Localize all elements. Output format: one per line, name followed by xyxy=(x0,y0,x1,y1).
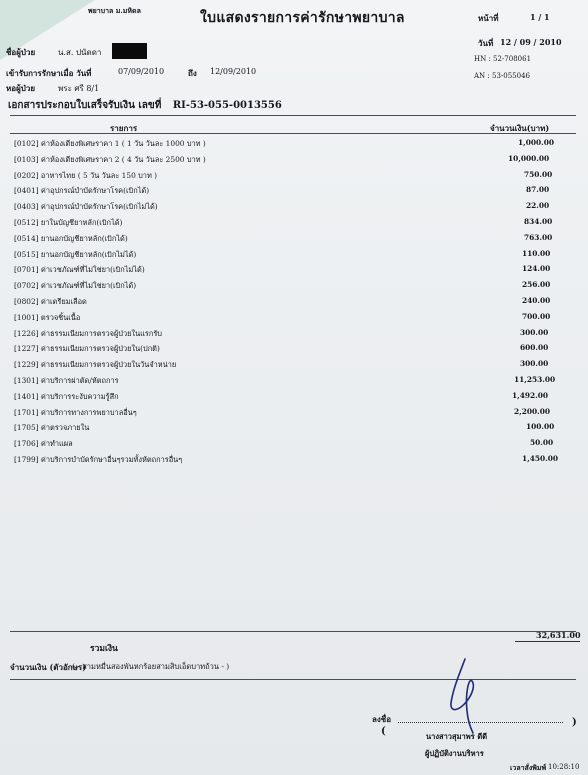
redaction-bar xyxy=(112,43,147,59)
receipt-reference xyxy=(8,98,282,113)
ward-label: หอผู้ป่วย xyxy=(6,83,36,93)
print-time: 10:28:10 xyxy=(548,763,580,771)
until-label: ถึง xyxy=(188,68,197,78)
patient-name: น.ส. ปนัดดา xyxy=(58,48,102,57)
table-row xyxy=(14,296,574,312)
item-amount: 87.00 xyxy=(526,185,550,195)
column-header-item: รายการ xyxy=(110,123,138,133)
table-row xyxy=(14,170,574,186)
item-amount: 1,000.00 xyxy=(518,138,555,147)
item-amount: 124.00 xyxy=(522,264,551,274)
header-rule-bottom xyxy=(10,133,576,134)
item-name: [0701] ค่าเวชภัณฑ์ที่ไม่ใช่ยา(เบิกไม่ได้) xyxy=(14,265,145,275)
item-amount: 11,253.00 xyxy=(514,374,556,384)
table-row xyxy=(14,185,574,201)
item-name: [0515] ยานอกบัญชียาหลัก(เบิกไม่ได้) xyxy=(14,249,137,259)
item-amount: 300.00 xyxy=(520,327,549,337)
table-row xyxy=(14,138,574,154)
admit-date: 07/09/2010 xyxy=(118,67,165,76)
item-name: [1706] ค่าทำแผล xyxy=(14,439,73,449)
item-amount: 600.00 xyxy=(520,343,549,353)
item-amount: 110.00 xyxy=(522,248,551,258)
total-rule xyxy=(10,631,576,632)
hospital-name: พยาบาล ม.มหิดล xyxy=(88,6,141,15)
total-underline xyxy=(515,641,580,642)
item-name: [1701] ค่าบริการทางการพยาบาลอื่นๆ xyxy=(14,407,137,417)
item-amount: 300.00 xyxy=(520,359,549,369)
item-amount: 256.00 xyxy=(522,280,551,290)
signature-line xyxy=(398,722,563,723)
until-date: 12/09/2010 xyxy=(210,67,257,76)
line-items xyxy=(14,138,574,470)
item-name: [1799] ค่าบริการบำบัดรักษาอื่นๆรวมทั้งหัตถการอื่นๆ xyxy=(14,454,183,464)
item-name: [1401] ค่าบริการระงับความรู้สึก xyxy=(14,391,119,401)
admit-label: เข้ารับการรักษาเมื่อ วันที่ xyxy=(6,68,92,78)
table-row xyxy=(14,343,574,359)
handwritten-signature xyxy=(445,655,493,735)
item-name: [0401] ค่าอุปกรณ์บำบัดรักษาโรค(เบิกได้) xyxy=(14,186,150,196)
table-row xyxy=(14,217,574,233)
signature-label: ลงชื่อ xyxy=(372,714,392,724)
item-name: [1001] ตรวจชิ้นเนื้อ xyxy=(14,312,81,322)
reference-number: RI-53-055-0013556 xyxy=(172,100,282,111)
signer-close-paren: ) xyxy=(572,717,577,728)
item-amount: 2,200.00 xyxy=(514,406,551,416)
total-amount: 32,631.00 xyxy=(536,630,581,640)
column-header-amount: จำนวนเงิน(บาท) xyxy=(490,123,550,133)
signer-name: นางสาวสุมาพร ดีดี xyxy=(426,732,488,741)
table-row xyxy=(14,359,574,375)
document-title: ใบแสดงรายการค่ารักษาพยาบาล xyxy=(200,10,405,26)
table-row xyxy=(14,249,574,265)
table-row xyxy=(14,264,574,280)
item-name: [0702] ค่าเวชภัณฑ์ที่ไม่ใช่ยา(เบิกได้) xyxy=(14,281,137,291)
item-name: [0202] อาหารไทย ( 5 วัน วันละ 150 บาท ) xyxy=(14,170,158,180)
item-amount: 50.00 xyxy=(530,438,554,448)
reference-label: เอกสารประกอบใบเสร็จรับเงิน เลขที่ xyxy=(8,100,162,111)
date-value: 12 / 09 / 2010 xyxy=(500,37,562,47)
header-rule-top xyxy=(10,115,576,116)
table-row xyxy=(14,391,574,407)
total-label: รวมเงิน xyxy=(90,644,118,654)
page-label: หน้าที่ xyxy=(478,13,499,23)
signer-position: ผู้ปฏิบัติงานบริหาร xyxy=(425,749,484,758)
table-row xyxy=(14,422,574,438)
item-amount: 22.00 xyxy=(526,201,550,211)
hn-value: HN : 52-708061 xyxy=(474,55,532,63)
table-row xyxy=(14,407,574,423)
item-amount: 1,492.00 xyxy=(512,390,549,400)
item-name: [0103] ค่าห้องเตียงพิเศษราคา 2 ( 4 วัน วันละ 2500 บาท ) xyxy=(14,154,206,164)
amount-in-words-label: จำนวนเงิน (ตัวอักษร) xyxy=(10,662,86,672)
table-row xyxy=(14,438,574,454)
item-name: [0514] ยานอกบัญชียาหลัก(เบิกได้) xyxy=(14,233,128,243)
item-amount: 1,450.00 xyxy=(522,453,559,463)
table-row xyxy=(14,375,574,391)
item-name: [0512] ยาในบัญชียาหลัก(เบิกได้) xyxy=(14,217,123,227)
table-row xyxy=(14,312,574,328)
table-row xyxy=(14,454,574,470)
item-name: [1229] ค่าธรรมเนียมการตรวจผู้ป่วยในวันจำหน่าย xyxy=(14,360,177,370)
item-name: [1226] ค่าธรรมเนียมการตรวจผู้ป่วยในแรกรับ xyxy=(14,328,162,338)
table-row xyxy=(14,201,574,217)
table-row xyxy=(14,280,574,296)
item-amount: 10,000.00 xyxy=(508,153,550,163)
item-name: [1301] ค่าบริการผ่าตัด/หัตถการ xyxy=(14,375,119,385)
item-amount: 763.00 xyxy=(524,232,553,242)
table-row xyxy=(14,328,574,344)
page-number: 1 / 1 xyxy=(530,12,550,22)
item-name: [0403] ค่าอุปกรณ์บำบัดรักษาโรค(เบิกไม่ได้) xyxy=(14,202,158,212)
table-row xyxy=(14,233,574,249)
item-name: [0802] ค่าเตรียมเลือด xyxy=(14,296,87,306)
an-value: AN : 53-055046 xyxy=(474,72,530,80)
table-row xyxy=(14,154,574,170)
patient-name-label: ชื่อผู้ป่วย xyxy=(6,47,36,57)
item-name: [1227] ค่าธรรมเนียมการตรวจผู้ป่วยใน(ปกติ) xyxy=(14,344,160,354)
signer-open-paren: ( xyxy=(381,726,386,737)
date-label: วันที่ xyxy=(478,38,494,48)
item-amount: 700.00 xyxy=(522,311,551,321)
print-time-label: เวลาสั่งพิมพ์ xyxy=(510,763,547,772)
item-amount: 834.00 xyxy=(524,216,553,226)
item-name: [0102] ค่าห้องเตียงพิเศษราคา 1 ( 1 วัน วันละ 1000 บาท ) xyxy=(14,139,206,148)
item-name: [1705] ค่าตรวจภายใน xyxy=(14,423,90,433)
item-amount: 100.00 xyxy=(526,422,555,432)
item-amount: 750.00 xyxy=(524,169,553,179)
amount-in-words: ( - สามหมื่นสองพันหกร้อยสามสิบเอ็ดบาทถ้วน - ) xyxy=(72,662,230,671)
ward-value: พระ ศรี 8/1 xyxy=(58,84,100,93)
item-amount: 240.00 xyxy=(522,295,551,305)
